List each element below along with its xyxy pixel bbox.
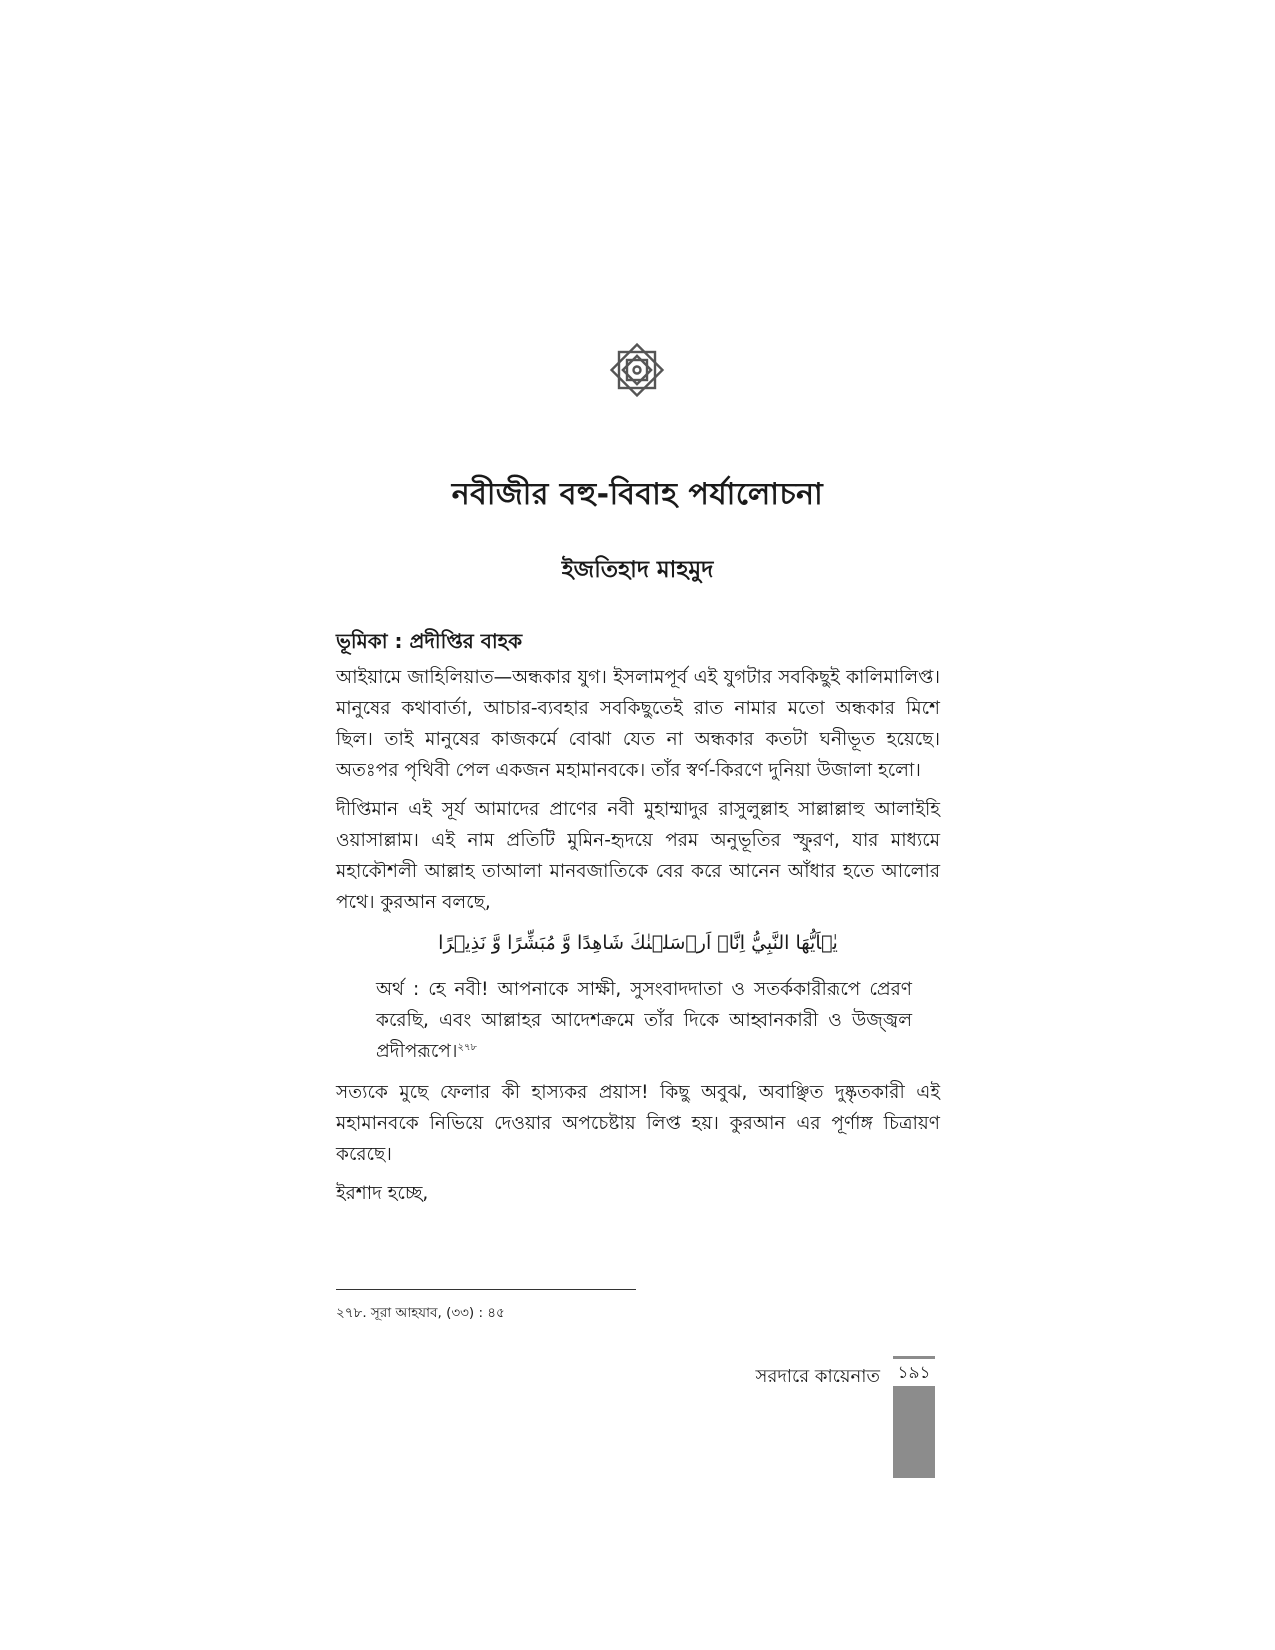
chapter-title: নবীজীর বহু-বিবাহ পর্যালোচনা (451, 477, 824, 512)
arabic-verse: يٰۤاَيُّهَا النَّبِيُّ اِنَّاۤ اَرۡسَلۡنٰكَ شَاهِدًا وَّ مُبَشِّرًا وَّ نَذِيۡرًا (438, 932, 838, 954)
paragraph: সত্যকে মুছে ফেলার কী হাস্যকর প্রয়াস! কিছু অবুঝ, অবাঞ্ছিত দুষ্কৃতকারী এই মহামানবকে নিভিয়ে দেওয়ার অপচেষ্টায় লিপ্ত হয়। কুরআন এর পূর্ণাঙ্গ চিত্রায়ণ করেছে। (336, 1082, 940, 1165)
page-tab (893, 1386, 935, 1478)
octagram-ornament-icon (605, 338, 669, 402)
running-title: সরদারে কায়েনাত (755, 1366, 880, 1387)
paragraph: আইয়ামে জাহিলিয়াত—অন্ধকার যুগ। ইসলামপূর্ব এই যুগটার সবকিছুই কালিমালিপ্ত। মানুষের কথাবার্তা, আচার-ব্যবহার সবকিছুতেই রাত নামার মতো অন্ধকার মিশে ছিল। তাই মানুষের কাজকর্মে বোঝা যেত না অন্ধকার কতটা ঘনীভূত হয়েছে। অতঃপর পৃথিবী পেল একজন মহামানবকে। তাঁর স্বর্ণ-কিরণে দুনিয়া উজালা হলো। (336, 667, 940, 781)
translation-text: অর্থ : হে নবী! আপনাকে সাক্ষী, সুসংবাদদাতা ও সতর্ককারীরূপে প্রেরণ করেছি, এবং আল্লাহর আদেশক্রমে তাঁর দিকে আহ্বানকারী ও উজ্জ্বল প্রদীপরূপে। (376, 979, 912, 1062)
author-name: ইজতিহাদ মাহমুদ (561, 557, 714, 583)
footnote: ২৭৮. সূরা আহযাব, (৩৩) : ৪৫ (336, 1305, 505, 1321)
page-tab-top-bar (893, 1356, 935, 1359)
footnote-reference[interactable]: ২৭৮ (457, 1041, 477, 1053)
body-text (336, 624, 940, 1217)
section-heading: ভূমিকা : প্রদীপ্তির বাহক (336, 629, 523, 653)
paragraph: ইরশাদ হচ্ছে, (336, 1183, 429, 1204)
footnote-divider (336, 1289, 636, 1290)
paragraph: দীপ্তিমান এই সূর্য আমাদের প্রাণের নবী মুহাম্মাদুর রাসুলুল্লাহ সাল্লাল্লাহু আলাইহি ওয়াসাল্লাম। এই নাম প্রতিটি মুমিন-হৃদয়ে পরম অনুভূতির স্ফুরণ, যার মাধ্যমে মহাকৌশলী আল্লাহ তাআলা মানবজাতিকে বের করে আনেন আঁধার হতে আলোর পথে। কুরআন বলছে, (336, 799, 940, 913)
page-number: ১৯১ (897, 1363, 931, 1383)
verse-translation (376, 974, 912, 1067)
